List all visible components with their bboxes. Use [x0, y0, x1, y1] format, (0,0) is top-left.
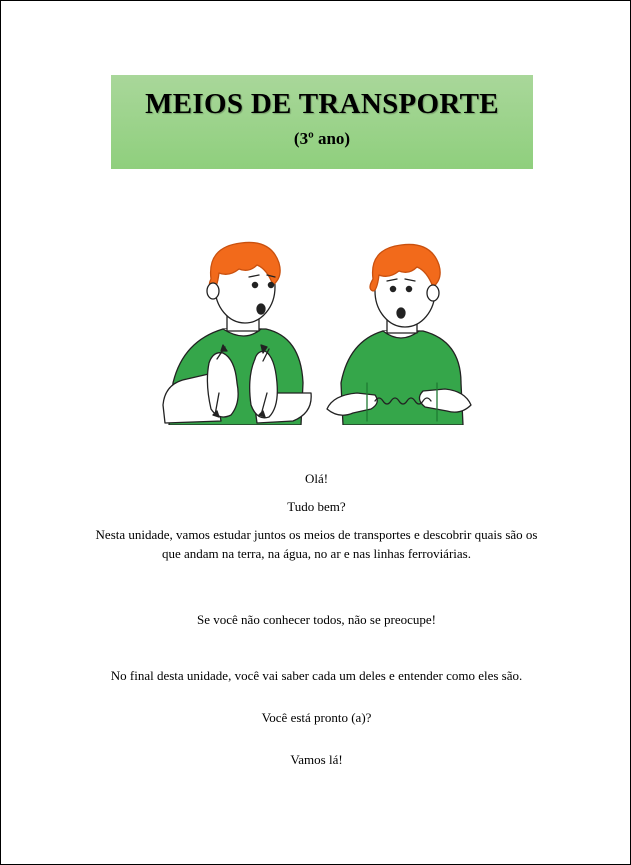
- page-subtitle: (3º ano): [293, 129, 351, 148]
- page-title: MEIOS DE TRANSPORTE: [145, 88, 499, 120]
- left-boy-figure: [163, 242, 311, 425]
- greeting-text: Olá!: [304, 471, 329, 486]
- intro-paragraph-line-1: Nesta unidade, vamos estudar juntos os meios de transportes e descobrir quais são os: [95, 527, 538, 542]
- lets-go-text: Vamos lá!: [290, 752, 343, 767]
- intro-paragraph-line-2: que andam na terra, na água, no ar e nas linhas ferroviárias.: [162, 546, 471, 561]
- right-boy-figure: [327, 244, 471, 425]
- sign-language-boys-illustration: [161, 233, 473, 425]
- how-are-you-text: Tudo bem?: [287, 499, 346, 514]
- ready-question-text: Você está pronto (a)?: [261, 710, 372, 725]
- goal-text: No final desta unidade, você vai saber cada um deles e entender como eles são.: [110, 668, 523, 683]
- reassure-text: Se você não conhecer todos, não se preocupe!: [197, 612, 436, 627]
- title-banner: [111, 75, 533, 169]
